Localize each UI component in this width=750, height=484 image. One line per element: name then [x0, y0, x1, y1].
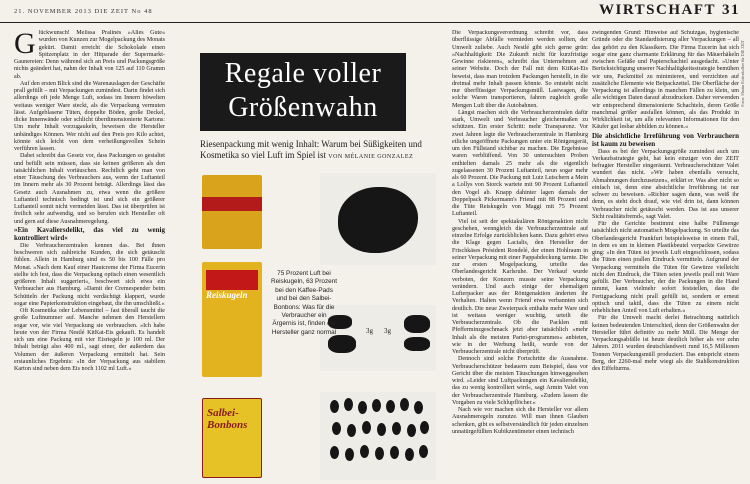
bonbon	[344, 398, 353, 411]
paragraph: Dass es bei der Verpackungsgröße zumindest auch um Verkaufsstrategie geht, hat kein einziger von der ZEIT befragter Hersteller eingeräumt. Verbraucherschützer Valet wundert das nicht. »Wir haben ebenfalls versucht, Abmahnungen durchzusetzen«, erklärt er. Was aber nicht so einfach ist, denn eine absichtliche Irreführung ist nur schwer zu beweisen. »Richter sagen dann, was weiß ihr denn, es steht doch drauf, wie viel drin ist, dann können Verbraucher nicht getäuscht werden. Das ist aus unserer Sicht realitätsfremd«, sagt Valet.	[592, 148, 739, 220]
article-deck	[200, 139, 440, 163]
paragraph: Oft Kosmetika oder Lebensmittel – fast überall taucht die große Luftnummer auf. Manche nehmen den Herstellern sogar vor, wie viel Verpackung sie verbrauchen. »Ich habe heute von der Firma Nestlé KitKat-Eis gekauft. Es handelt sich um eine Packung mit vier Eisriegeln je 100 ml. Der Inhalt beträgt also 400 ml., sagt einer, der außerdem das Volumen der äußeren Verpackung ermittelt hat. Sein erstaunliches Ergebnis: »In der Verpackung aus stabilem Karton sind neben dem Eis noch 1102 ml Luft.«	[14, 308, 165, 372]
bonbon	[377, 423, 386, 436]
photo-caption: 75 Prozent Luft bei Reiskugeln, 63 Prozent bei den Kaffee-Pads und bei den Salbei-Bonbons: Was für die Verbraucher ein Ärgernis ist, finden die Hersteller ganz normal	[270, 270, 338, 336]
headline-line-1: Regale voller	[224, 58, 382, 89]
drop-cap: G	[14, 30, 36, 60]
bonbon	[345, 448, 354, 461]
subheading: Die absichtliche Irreführung von Verbrauchern ist kaum zu beweisen	[592, 131, 739, 148]
bonbons-tray-photo	[320, 392, 436, 480]
salbei-bonbons-package-photo	[202, 398, 262, 478]
bonbon	[386, 400, 395, 413]
package-band	[202, 197, 262, 211]
reiskugeln-package-photo	[202, 262, 262, 377]
bonbon	[405, 448, 414, 461]
coffee-pad-package-photo	[202, 175, 262, 249]
paragraph: zwingenden Grund: Hinweise auf Schutzgas, hygienische Gründe oder die Standardisierung aller Verpackungen – all das gehört zu den Klassikern. Die Firma Eucerin hat sich sogar eine ganz charmante Erklärung für das Mäuerhäkeln zwischen Gefäße und Papierschachtel ausgedacht. »Unter Berücksichtigung unserer Nachhaltigkeitsstrategie bemühen wir uns, Packmittel zu minimieren, und verzichten auf zusätzliche Elemente wie Beipackzettel. Die Oberfläche der Verpackung ist allerdings in manchen Fällen zu klein, um alle wichtigen Daten darauf abzudrucken. Daher verwenden wir entsprechend dimensionierte Schachteln, deren Größe manchmal größer ausfallen können, als das Produkt in Wirklichkeit ist, um alle relevanten Informationen für den Käufer gut lesbar abbilden zu können.«	[592, 30, 739, 131]
bonbon	[372, 399, 381, 412]
paragraph: Dabei schreibt das Gesetz vor, dass Packungen so gestaltet und befüllt sein müssen, dass sie keinen größeren als den tatsächlichen Inhalt vortäuschen. Rechtlich geht man von einer Täuschung des Verbrauchers aus, wenn der Luftanteil im Innern mehr als 30 Prozent beträgt. Allerdings lässt das Gesetz auch Ausnahmen zu, etwa wenn die größere Luftanteil technisch bedingt ist und sich ein größerer Luftanteil somit nicht vermeiden lässt. Das ist überprüfen ist freilich sehr aufwendig, und so berufen sich Hersteller oft und gern auf diese Ausnahmeregelung.	[14, 153, 165, 225]
package-label: Reiskugeln	[206, 290, 248, 300]
bonbon	[400, 398, 409, 411]
deck-text: Riesenpackung mit wenig Inhalt: Warum bei Süßigkeiten und Kosmetika so viel Luft im Spiel ist	[200, 139, 422, 160]
bonbon	[332, 422, 341, 435]
paragraph	[14, 30, 165, 81]
coffee-grounds-tray-photo	[320, 173, 436, 265]
date-line: 21. NOVEMBER 2013 DIE ZEIT No 48	[14, 8, 153, 15]
bonbon	[362, 421, 371, 434]
headline-line-2: Größenwahn	[228, 92, 378, 123]
headline-banner	[200, 53, 406, 131]
bonbon	[420, 421, 429, 434]
paragraph: Für die Gerichte bestimmt eine halbe Füllmenge tatsächlich nicht automatisch Mogelpackung. So urteilte das Oberlandesgericht Frankfurt beispielsweise in einem Fall, in dem es um in kleinen Plastikbeutel verpackte Gewürze ging: »In den Tüten ist jeweils Luft eingeschlossen, sodass die Tüten einen prallen Eindruck vermitteln. Aufgrund der Verpackung vermitteln die Tüten für Gewürze vielleicht nicht den Eindruck, die Tüten seien jeweils prall mit Ware gefüllt. Der Verbraucher, der die Packungen in die Hand nimmt, kann vielmehr sofort feststellen, dass die Fertigpackung nicht prall gefüllt ist, sondern er erneut optisch und taktil, dass die Tüten zu einem nicht erheblichen Anteil von Luft erhalten.«	[592, 221, 739, 314]
paragraph: Nach wie vor machen sich die Hersteller vor allem Ausnahmeregeln zunutze. Will man ihnen Glauben schenken, gibt es selbstverständlich für jeden einzelnen unnatürgefüllten Kubikzentimeter einen technisch	[452, 407, 588, 435]
paragraph-text: lückwunsch! Melissa Pralinés »Alles Gute« wurden von Kunzen zur Mogelpackung des Monats gekürt. Damit erreicht die Schokolade einen Spitzenplatz in der Hitparade der Supermarkt-Gaunereien: Denn während sich an Preis und Packungsgröße nichts geändert hat, nahm der Inhalt von 125 auf 110 Gramm ab.	[14, 30, 165, 80]
rice-pile	[404, 315, 430, 333]
paragraph: Dennoch sind solche Fortschritte die Ausnahme. Verbraucherschützer bedauern zum Beispiel, dass vor Gericht über die meisten Täuschungen hinweggesehen wird. »Leider sind Luftpackungen ein Kavaliersdelikt, das zu wenig kontrolliert wird«, sagt Armin Valet von der Verbraucherzentrale Hamburg. »Zudem lassen die Vorgaben zu viele Schlupflöcher.«	[452, 356, 588, 406]
package-band	[206, 270, 258, 290]
bonbon	[358, 401, 367, 414]
bonbon	[407, 424, 416, 437]
weight-label: 3g	[366, 327, 373, 335]
paragraph: Die Verbraucherzentralen kennen das. Bei ihnen beschweren sich zahlreiche Kunden, die sich getäuscht fühlen. Allein in Hamburg sind es 50 bis 100 Fälle pro Monat. »Nach dem Kauf einer Hautcreme der Firma Eucerin stellte ich fest, dass die Verpackung optisch einen wesentlich größeren Inhalt suggeriert«, beschwert sich etwa ein Verbraucher aus Hamburg. »Damit der Cremespender beim Schütteln der Packung nicht verdächtigt klappert, wurde sogar eine Papierkonstruktion eingebaut, die ihn umschließt.«	[14, 242, 165, 307]
paragraph: Viel ist seit der spektakulären Röntgenaktion nicht geschehen, wenngleich die Verbraucherzentrale auf einzelne Erfolge zurückblicken kann. Dazu gehört etwa die Klage gegen Lactalis, den Hersteller der Frischkäses Président Rondelé, der einen Hohlraum in seiner Verpackung mit einer Pappabdeckung tarnte. Die zur ersten Mogelpackung, urteilte das Oberlandesgericht Karlsruhe. Der Verkauf wurde verboten, der Konzern musste seine Verpackung verändern. Und auch einige der ehemaligen Lufterpacker aus der Röntgenaktion änderten ihr Verhalten. Halten wenn Friend etwa verbannten sich deutlich. Die neue Zweierpack enthalte mehr Ware und ist weitaus weniger wuchtig, urteilt die Verbraucherzentrale. Ob die Packlen mit Pfefferminzgeschmack jetzt aber tatsächlich »mehr Inhalt als die meisten Partei-programmes« anbieten, wie in der Werbung heißt, wurde von der Verbraucherzentrale nicht überprüft.	[452, 218, 588, 355]
article-column-1	[14, 30, 165, 480]
article-column-3	[452, 30, 588, 480]
rice-pile	[328, 335, 356, 353]
rice-pile	[404, 337, 430, 351]
section-name: WIRTSCHAFT	[599, 2, 716, 18]
bonbon	[392, 422, 401, 435]
paragraph: Auf den ersten Blick sind die Warenauslagen der Geschäfte prall gefüllt – mit Verpackungen zumindest. Darin findet sich allerdings oft jede Menge Luft, sodass im Innern höwelten weitaus weniger Ware steckt, als die Verpackung vermuten lässt. Aufgeblasene Tüten, doppelte Böden, große Deckel, dicke Innenwände oder schlicht überdimensionierte Kartons: Um mehr Inhalt vorzugaukeln, beweisen die Hersteller unbändiges Können. Wer nicht auf den Preis pro Kilo achtet, könnte sich leicht von dem verheißungsvollen Schein verführen lassen.	[14, 80, 165, 152]
bonbon	[419, 445, 428, 458]
bonbon	[414, 401, 423, 414]
coffee-pile	[338, 187, 418, 253]
bonbon	[330, 400, 339, 413]
section-header	[599, 2, 740, 19]
bonbon	[347, 424, 356, 437]
photo-credit: Fotos: Martin Rottenkolber für DIE ZEIT	[740, 40, 745, 107]
bonbon	[390, 446, 399, 459]
paragraph: Für die Umwelt macht derlei Betrachtung natürlich keinen bedeutenden Unterschied, denn der Größenwahn der Hersteller führt definitiv zu mehr Müll. Die Menge der Verpackungsabfälle ist heute deutlich höher als vor zehn Jahren. 2011 wurden deutschlandweit rund 16,5 Millionen Tonnen Verpackungsmüll produziert. Das entspricht einem Berg, der 2260-mal mehr wiegt als die Stahlkonstruktion des Eiffelturms.	[592, 315, 739, 372]
page-header	[0, 0, 750, 23]
weight-label: 3g	[384, 327, 391, 335]
page-number: 31	[722, 2, 740, 18]
bonbon	[330, 446, 339, 459]
article-column-4	[592, 30, 739, 480]
byline: VON MÉLANIE GONZALEZ	[328, 154, 414, 160]
subheading: »Ein Kavaliersdelikt, das viel zu wenig kontrolliert wird«	[14, 225, 165, 243]
paragraph: Längst machen sich die Verbraucherzentralen dafür stark, Umwelt und Verbraucher gleichermaßen zu schützen. Ein erster Schritt: mehr Transparenz. Vor zwei Jahren legte die Verbraucherzentrale in Hamburg etliche ungeöffnete Packungen unter ein Röntgengerät, um den Füllstand sichtbar zu machen. Die Ergebnisse waren verblüffend. Von 30 untersuchten Proben enthielten damals 25 mehr als die eigentlich zugelassenen 30 Prozent Luftanteil, neun sogar mehr als 60 Prozent. Die Packung mit Lutz Lutschern a Mein a Lollys von Storck wartete mit 90 Prozent Luftanteil den Vogel ab. Knapp dahinter lagen damals der Doppelpack Pickermann's Friend mit 88 Prozent und die Tüte Reiskugeln von Maggi mit 75 Prozent Luftanteil.	[452, 109, 588, 218]
bonbon	[360, 445, 369, 458]
paragraph: Die Verpackungsverordnung schreibt vor, dass überflüssige Abfälle vermieden werden sollten, der Umwelt zuliebe. Auch Nestlé gibt sich gerne grün: »Nachhaltigkeit: Die Zukunft nicht für kurzfristige Gewinne riskieren«, schreibt das Unternehmen auf seiner Website. Doch der Fall mit dem KitKat-Eis beweist, dass man trotzdem Packungen herstellt, in die dreimal mehr Inhalt passen könnte. So entsteht nicht nur überflüssiger Verpackungsmüll. Lastwagen, die solche Waren transportieren, fahren zugleich große Mengen Luft über die Autobahnen.	[452, 30, 588, 109]
bonbon	[375, 447, 384, 460]
package-label: Salbei-Bonbons	[207, 407, 248, 431]
